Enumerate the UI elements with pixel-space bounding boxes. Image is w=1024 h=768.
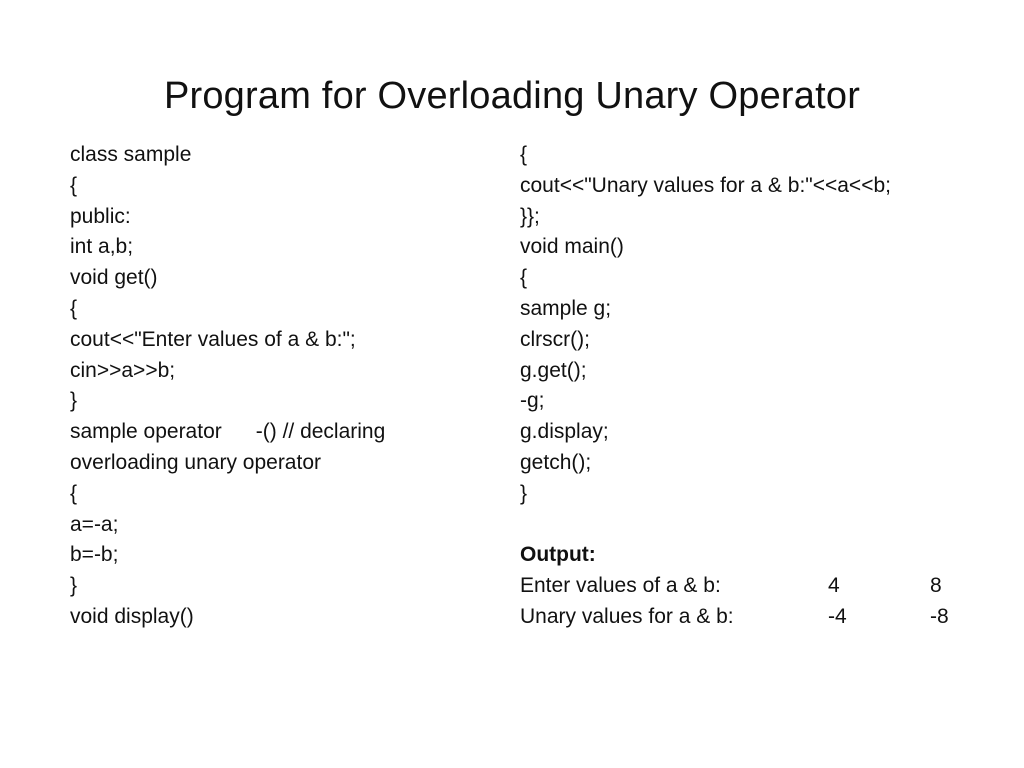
output-heading: Output: [520, 543, 596, 567]
output-value-a: 4 [828, 574, 840, 598]
output-label: Enter values of a & b: [520, 574, 721, 598]
code-line: public: [70, 204, 131, 228]
code-line: g.get(); [520, 358, 587, 382]
code-column-left [70, 140, 490, 633]
operator-declaration-line [70, 417, 490, 448]
code-line: { [520, 143, 528, 166]
code-line: int a,b; [70, 235, 134, 259]
code-line: cout<<"Enter values of a & b:"; [70, 327, 356, 351]
slide-title: Program for Overloading Unary Operator [163, 75, 861, 117]
output-value-b: -8 [930, 604, 949, 628]
blank-line [520, 510, 980, 541]
operator-declaration-part1: sample operator [70, 420, 222, 444]
output-value-b: 8 [930, 574, 942, 598]
code-line: { [70, 481, 78, 505]
code-line: b=-b; [70, 543, 119, 567]
code-line: clrscr(); [520, 327, 590, 351]
output-value-a: -4 [828, 604, 847, 628]
code-line: { [70, 296, 78, 320]
operator-declaration-part2: -() // declaring [255, 420, 386, 444]
code-column-right [520, 140, 980, 633]
code-line: class sample [70, 143, 192, 166]
code-line: }}; [520, 204, 540, 228]
code-line: cout<<"Unary values for a & b:"<<a<<b; [520, 173, 891, 197]
code-line: } [70, 574, 78, 598]
output-row [520, 602, 980, 633]
code-line: } [70, 389, 78, 413]
output-row [520, 571, 980, 602]
code-line: void main() [520, 235, 624, 259]
code-line: getch(); [520, 450, 592, 474]
code-line: { [520, 266, 528, 290]
code-line: overloading unary operator [70, 450, 321, 474]
output-label: Unary values for a & b: [520, 604, 734, 628]
code-line: { [70, 173, 78, 197]
code-line: g.display; [520, 420, 609, 444]
code-line: } [520, 481, 528, 505]
code-line: cin>>a>>b; [70, 358, 176, 382]
code-line: void display() [70, 604, 194, 628]
code-line: void get() [70, 266, 158, 290]
code-line: -g; [520, 389, 545, 413]
code-line: a=-a; [70, 512, 119, 536]
code-line: sample g; [520, 296, 612, 320]
